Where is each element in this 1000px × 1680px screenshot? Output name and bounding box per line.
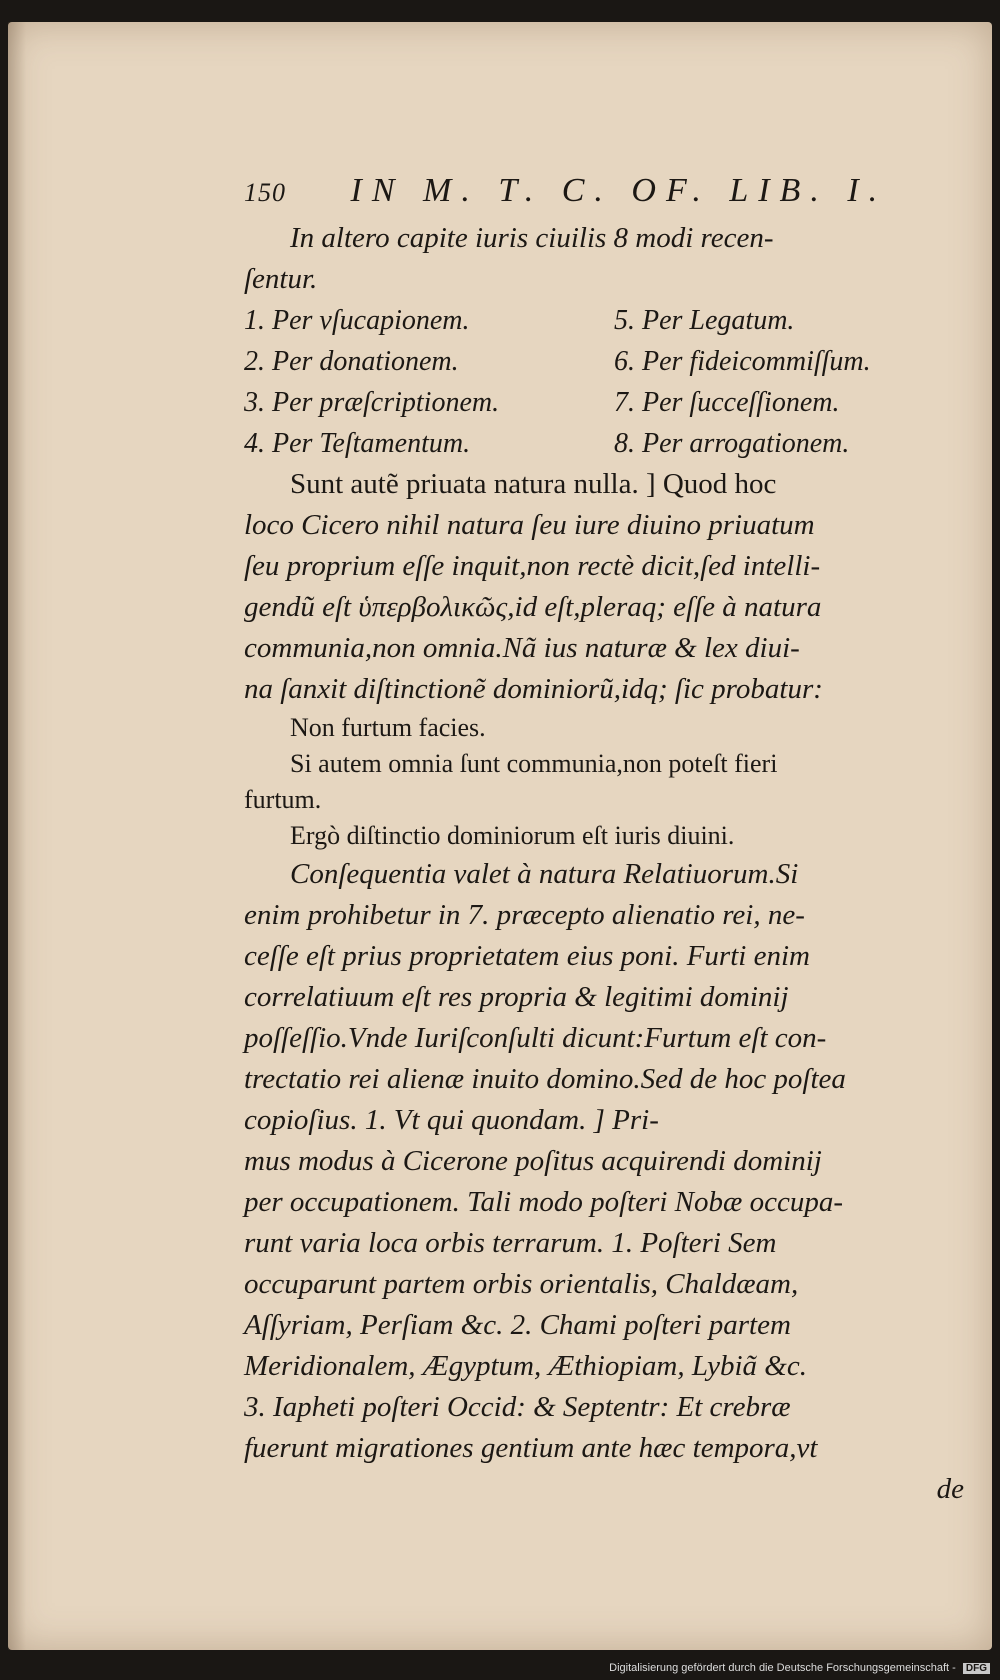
page-number: 150 (244, 178, 286, 207)
list-item: 2. Per donationem. (244, 346, 459, 377)
text-line: gendũ eſt ὑπερβολικῶς,id eſt,pleraq; eſſe à natura (244, 591, 822, 623)
book-page (8, 22, 992, 1650)
intro (244, 218, 974, 300)
list-item: 1. Per vſucapionem. (244, 305, 470, 336)
syllogism (244, 710, 974, 854)
list-item: 3. Per præſcriptionem. (244, 387, 500, 418)
text-line: Si autem omnia ſunt communia,non poteſt fieri (290, 749, 778, 778)
text-line: Non furtum facies. (290, 713, 486, 742)
text-line: Ergò diſtinctio dominiorum eſt iuris diuini. (290, 821, 735, 850)
text-block (244, 172, 974, 1510)
text-line: ceſſe eſt prius proprietatem eius poni. Furti enim (244, 940, 810, 972)
modes-list-right (614, 300, 974, 464)
text-line: fuerunt migrationes gentium ante hæc tempora,vt (244, 1432, 818, 1464)
text-line: 3. Iapheti poſteri Occid: & Septentr: Et crebræ (244, 1391, 791, 1423)
modes-list-left (244, 300, 614, 464)
text-line: trectatio rei alienæ inuito domino.Sed de hoc poſtea (244, 1063, 846, 1095)
text-line: per occupationem. Tali modo poſteri Nobæ occupa- (244, 1186, 844, 1218)
text-line: poſſeſſio.Vnde Iuriſconſulti dicunt:Furtum eſt con- (244, 1022, 827, 1054)
running-title: IN M. T. C. OF. LIB. I. (350, 172, 888, 209)
text-line: runt varia loca orbis terrarum. 1. Poſteri Sem (244, 1227, 777, 1259)
text-line: Conſequentia valet à natura Relatiuorum.Si (290, 858, 799, 890)
modes-list (244, 300, 974, 464)
gutter-shadow (8, 22, 26, 1650)
text-line: Meridionalem, Ægyptum, Æthiopiam, Lybiã &c. (244, 1350, 807, 1382)
credit-text: Digitalisierung gefördert durch die Deutsche Forschungsgemeinschaft - (609, 1662, 956, 1674)
text-line: Sunt autẽ priuata natura nulla. ] Quod hoc (290, 468, 777, 500)
text-line: furtum. (244, 785, 322, 814)
text-line: occuparunt partem orbis orientalis, Chaldæam, (244, 1268, 799, 1300)
text-line: In altero capite iuris ciuilis 8 modi recen- (290, 222, 774, 254)
text-line: copioſius. 1. Vt qui quondam. ] Pri- (244, 1104, 659, 1136)
text-line: communia,non omnia.Nã ius naturæ & lex diui- (244, 632, 800, 664)
paragraph-2 (244, 854, 974, 1469)
text-line: correlatiuum eſt res propria & legitimi dominij (244, 981, 789, 1013)
paragraph-1 (244, 464, 974, 710)
list-item: 7. Per ſucceſſionem. (614, 387, 840, 418)
text-line: Aſſyriam, Perſiam &c. 2. Chami poſteri partem (244, 1309, 791, 1341)
list-item: 4. Per Teſtamentum. (244, 428, 471, 459)
list-item: 8. Per arrogationem. (614, 428, 850, 459)
text-line: mus modus à Cicerone poſitus acquirendi dominij (244, 1145, 822, 1177)
list-item: 6. Per fideicommiſſum. (614, 346, 871, 377)
list-item: 5. Per Legatum. (614, 305, 795, 336)
text-line: enim prohibetur in 7. præcepto alienatio rei, ne- (244, 899, 805, 931)
dfg-logo: DFG (963, 1663, 990, 1674)
text-line: ſeu proprium eſſe inquit,non rectè dicit,ſed intelli- (244, 550, 821, 582)
text-line: na ſanxit diſtinctionẽ dominiorũ,idq; ſic probatur: (244, 673, 823, 705)
text-line: loco Cicero nihil natura ſeu iure diuino priuatum (244, 509, 815, 541)
text-line: ſentur. (244, 263, 318, 295)
digitization-credit (609, 1662, 990, 1674)
running-header (244, 172, 974, 218)
catchword: de (936, 1473, 964, 1505)
